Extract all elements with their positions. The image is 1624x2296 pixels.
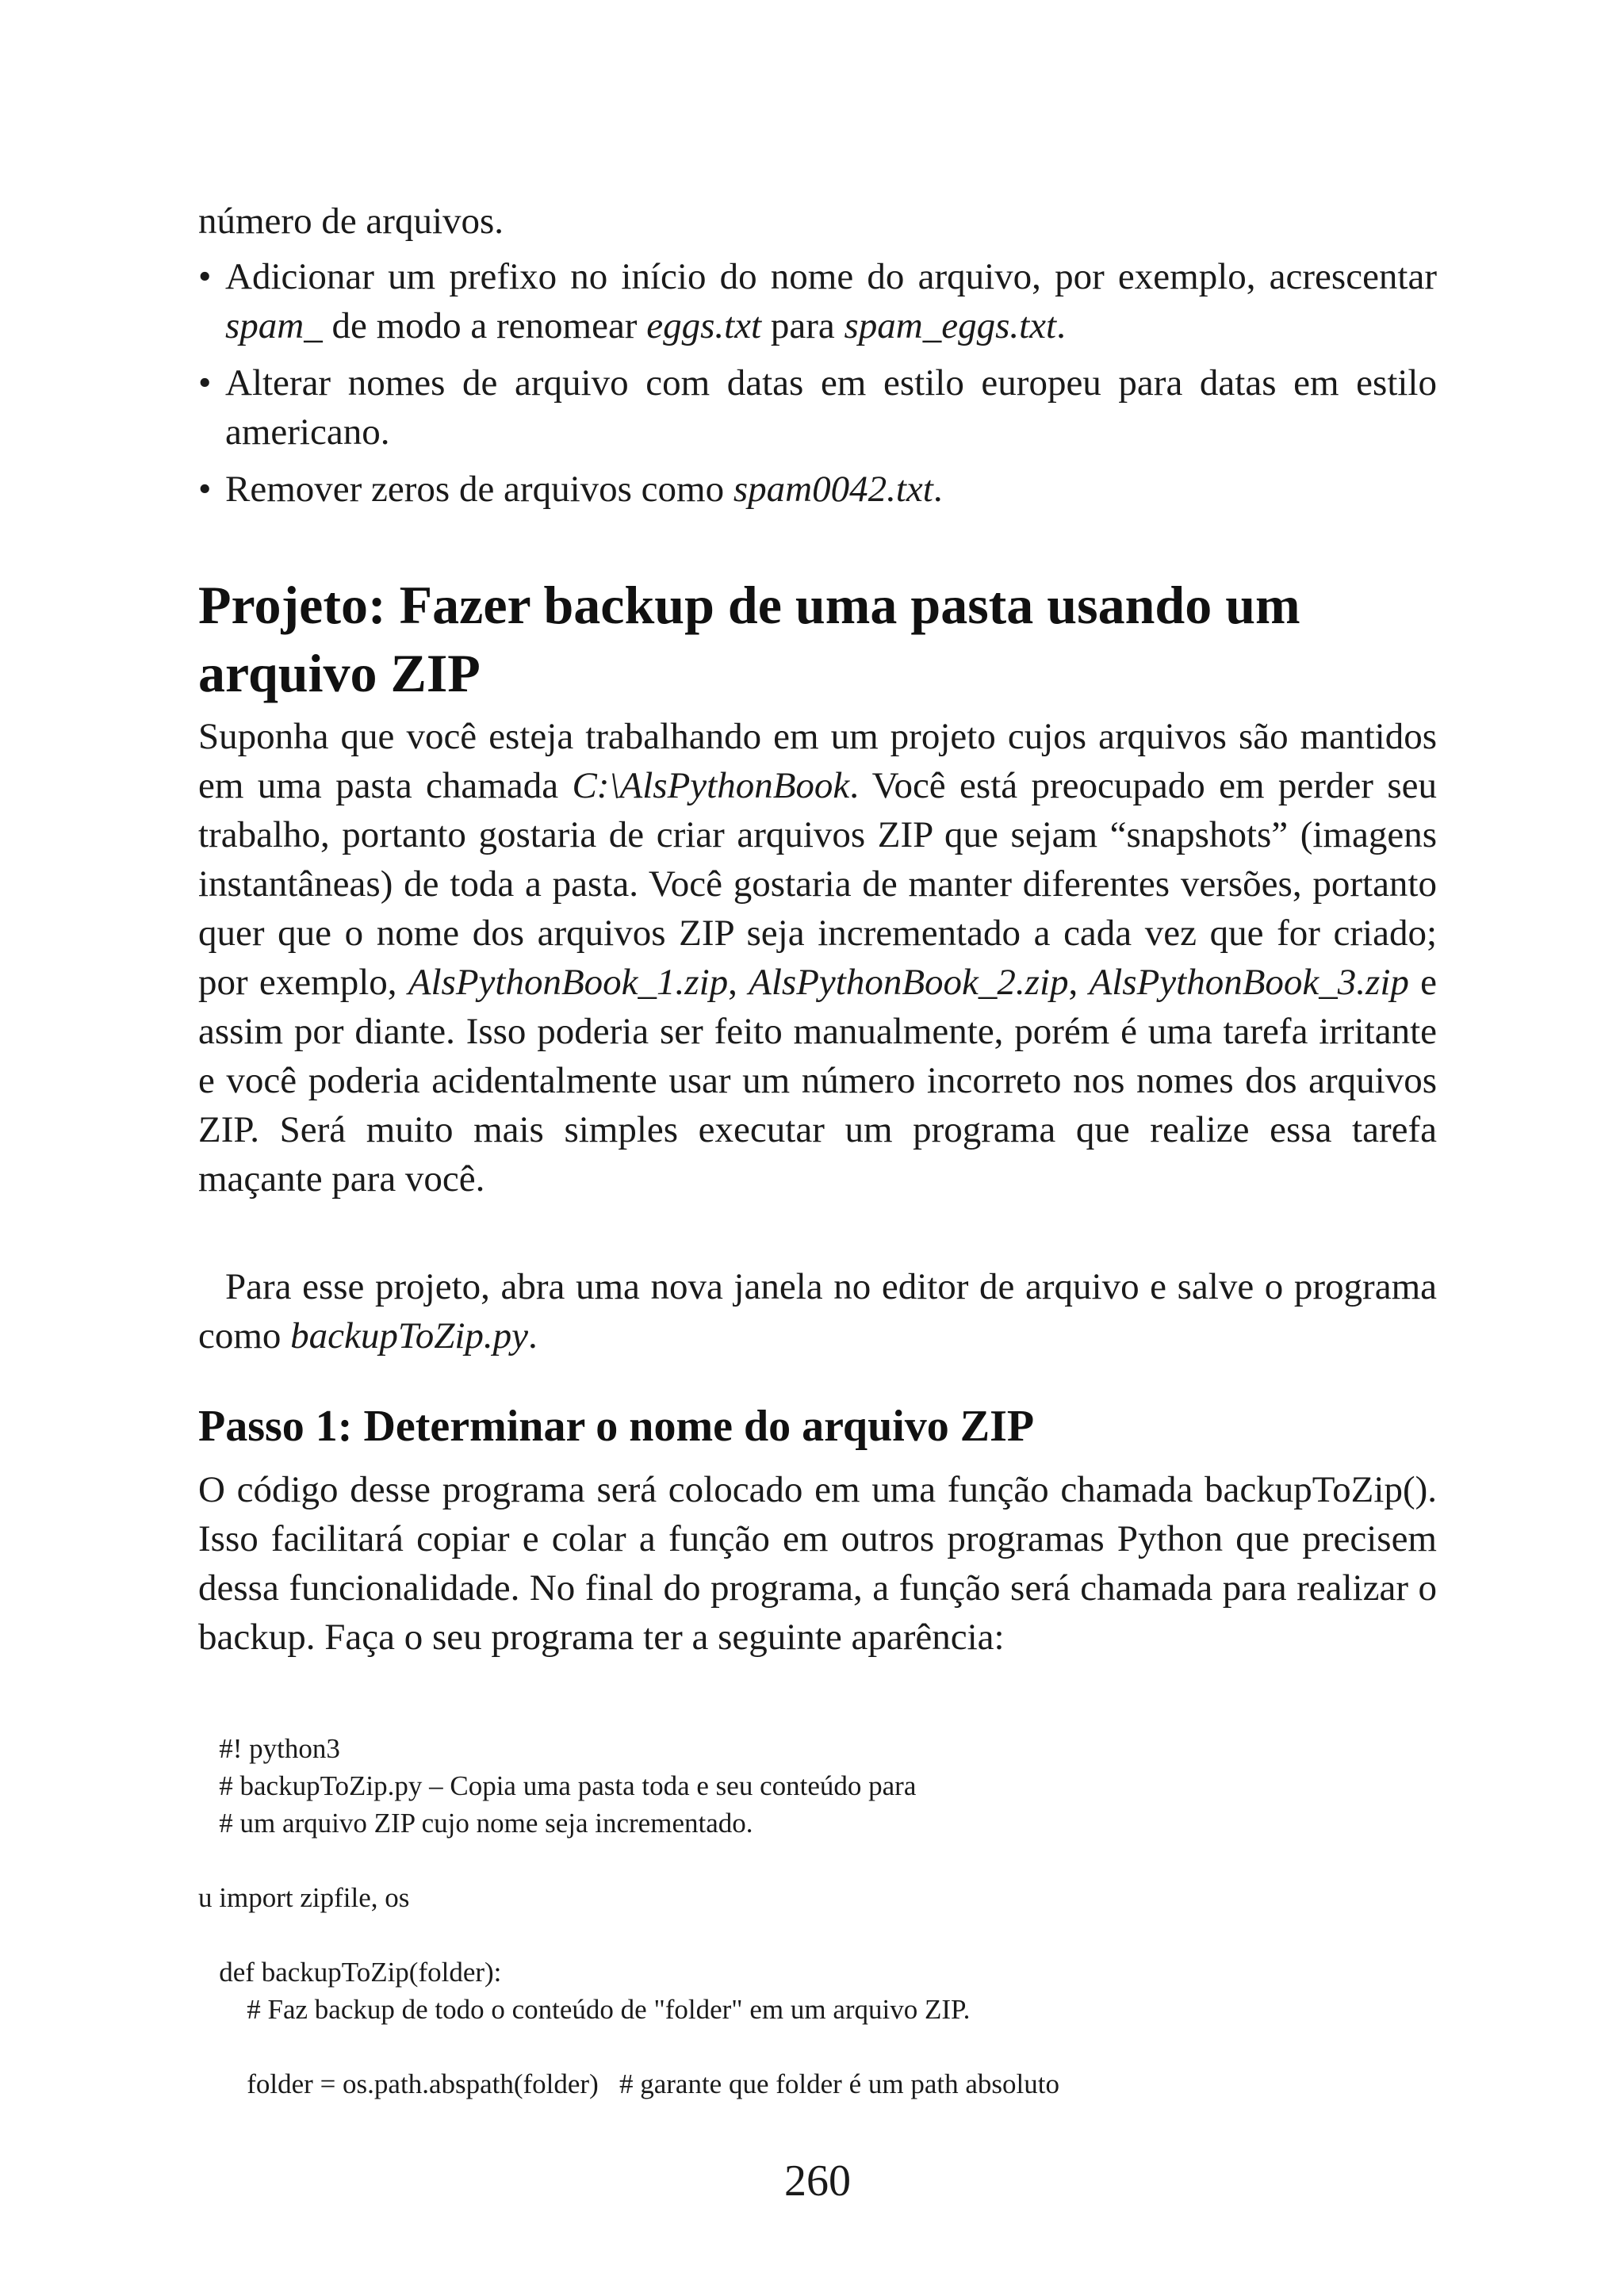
code-line: u import zipfile, os <box>198 1882 410 1913</box>
step-heading: Passo 1: Determinar o nome do arquivo ZIP <box>198 1402 1035 1451</box>
code-line: # Faz backup de todo o conteúdo de "folder" em um arquivo ZIP. <box>198 1994 971 2025</box>
body-paragraph: O código desse programa será colocado em uma função chamada backupToZip(). Isso facilitará copiar e colar a função em outros programas Python que precisem dessa funcionalidade. No final do programa, a função será chamada para realizar o backup. Faça o seu programa ter a seguinte aparência: <box>198 1469 1437 1658</box>
body-paragraph: Suponha que você esteja trabalhando em um projeto cujos arquivos são mantidos em uma pasta chamada C:\AlsPythonBook. Você está preocupado em perder seu trabalho, portanto gostaria de criar arquivos ZIP que sejam “snapshots” (imagens instantâneas) de toda a pasta. Você gostaria de manter diferentes versões, portanto quer que o nome dos arquivos ZIP seja incrementado a cada vez que for criado; por exemplo, AlsPythonBook_1.zip, AlsPythonBook_2.zip, AlsPythonBook_3.zip e assim por diante. Isso poderia ser feito manualmente, porém é uma tarefa irritante e você poderia acidentalmente usar um número incorreto nos nomes dos arquivos ZIP. Será muito mais simples executar um programa que realize essa tarefa maçante para você. <box>198 716 1437 1200</box>
code-line: # backupToZip.py – Copia uma pasta toda e seu conteúdo para <box>198 1770 917 1801</box>
list-item: • Alterar nomes de arquivo com datas em estilo europeu para datas em estilo americano. <box>198 358 1437 457</box>
bullet-marker: • <box>198 256 212 297</box>
list-item: • Adicionar um prefixo no início do nome do arquivo, por exemplo, acrescentar spam_ de modo a renomear eggs.txt para spam_eggs.txt. <box>198 252 1437 350</box>
code-line: #! python3 <box>198 1733 340 1764</box>
bullet-list <box>198 252 1437 522</box>
page-number: 260 <box>784 2156 851 2206</box>
section-heading: Projeto: Fazer backup de uma pasta usando um arquivo ZIP <box>198 575 1300 703</box>
bullet-marker: • <box>198 469 212 510</box>
bullet-marker: • <box>198 362 212 404</box>
code-line: # um arquivo ZIP cujo nome seja incrementado. <box>198 1808 753 1839</box>
continuation-text: número de arquivos. <box>198 201 504 242</box>
body-paragraph: Para esse projeto, abra uma nova janela no editor de arquivo e salve o programa como backupToZip.py. <box>198 1266 1437 1357</box>
code-line: folder = os.path.abspath(folder) # garante que folder é um path absoluto <box>198 2068 1059 2099</box>
list-item: • Remover zeros de arquivos como spam0042.txt. <box>198 465 1437 514</box>
code-line: def backupToZip(folder): <box>198 1957 502 1988</box>
